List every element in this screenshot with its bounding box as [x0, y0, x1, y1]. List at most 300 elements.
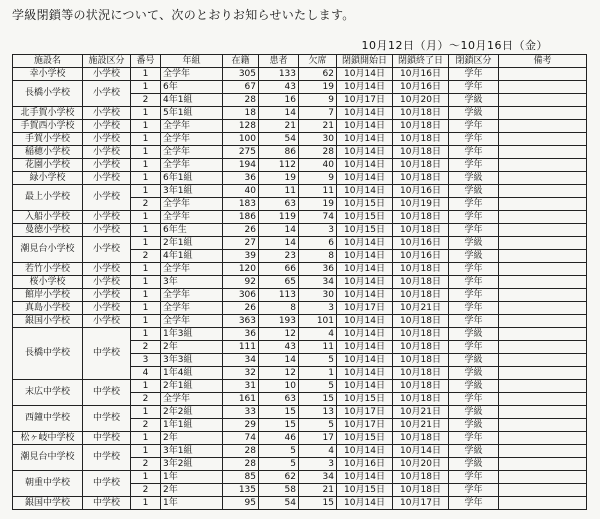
number-cell: 3 [131, 354, 161, 367]
table-row [13, 432, 587, 445]
patients-cell: 5 [259, 458, 299, 471]
closure-type-cell: 学級 [449, 380, 499, 393]
facility-name-cell: 入船小学校 [13, 211, 83, 224]
closure-type-cell: 学年 [449, 393, 499, 406]
number-cell: 1 [131, 276, 161, 289]
facility-name-cell: 手賀小学校 [13, 133, 83, 146]
start-date-cell: 10月14日 [337, 328, 393, 341]
patients-cell: 86 [259, 146, 299, 159]
facility-name-cell: 若竹小学校 [13, 263, 83, 276]
end-date-cell: 10月18日 [393, 172, 449, 185]
remarks-cell [499, 250, 587, 263]
end-date-cell: 10月16日 [393, 185, 449, 198]
table-row [13, 497, 587, 510]
facility-category-cell: 小学校 [83, 289, 131, 302]
enrolled-cell: 363 [223, 315, 259, 328]
start-date-cell: 10月14日 [337, 81, 393, 94]
closure-type-cell: 学年 [449, 432, 499, 445]
remarks-cell [499, 133, 587, 146]
table-row [13, 445, 587, 458]
absent-cell: 15 [299, 497, 337, 510]
grade-class-cell: 全学年 [161, 133, 223, 146]
remarks-cell [499, 120, 587, 133]
number-cell: 2 [131, 198, 161, 211]
facility-category-cell: 小学校 [83, 107, 131, 120]
start-date-cell: 10月14日 [337, 146, 393, 159]
facility-name-cell: 銀国小学校 [13, 315, 83, 328]
remarks-cell [499, 406, 587, 419]
absent-cell: 7 [299, 107, 337, 120]
start-date-cell: 10月14日 [337, 367, 393, 380]
patients-cell: 58 [259, 484, 299, 497]
remarks-cell [499, 185, 587, 198]
remarks-cell [499, 354, 587, 367]
number-cell: 2 [131, 484, 161, 497]
number-cell: 2 [131, 393, 161, 406]
patients-cell: 119 [259, 211, 299, 224]
absent-cell: 3 [299, 302, 337, 315]
facility-category-cell: 中学校 [83, 406, 131, 432]
absent-cell: 13 [299, 406, 337, 419]
enrolled-cell: 92 [223, 276, 259, 289]
facility-category-cell: 小学校 [83, 185, 131, 211]
enrolled-cell: 40 [223, 185, 259, 198]
patients-cell: 46 [259, 432, 299, 445]
facility-category-cell: 中学校 [83, 432, 131, 445]
grade-class-cell: 全学年 [161, 146, 223, 159]
closure-type-cell: 学級 [449, 172, 499, 185]
start-date-cell: 10月14日 [337, 341, 393, 354]
number-cell: 2 [131, 250, 161, 263]
start-date-cell: 10月15日 [337, 484, 393, 497]
absent-cell: 28 [299, 146, 337, 159]
end-date-cell: 10月16日 [393, 250, 449, 263]
absent-cell: 3 [299, 224, 337, 237]
table-row [13, 107, 587, 120]
closure-type-cell: 学年 [449, 120, 499, 133]
header-enrolled: 在籍 [223, 55, 259, 68]
facility-category-cell: 中学校 [83, 471, 131, 497]
absent-cell: 30 [299, 289, 337, 302]
facility-name-cell: 手賀西小学校 [13, 120, 83, 133]
facility-category-cell: 小学校 [83, 133, 131, 146]
patients-cell: 14 [259, 237, 299, 250]
facility-name-cell: 緑小学校 [13, 172, 83, 185]
closure-type-cell: 学級 [449, 107, 499, 120]
grade-class-cell: 3年3組 [161, 354, 223, 367]
end-date-cell: 10月14日 [393, 445, 449, 458]
table-body [13, 68, 587, 510]
header-facility: 施設名 [13, 55, 83, 68]
absent-cell: 6 [299, 237, 337, 250]
enrolled-cell: 36 [223, 172, 259, 185]
remarks-cell [499, 237, 587, 250]
closure-type-cell: 学年 [449, 497, 499, 510]
closure-type-cell: 学級 [449, 94, 499, 107]
remarks-cell [499, 393, 587, 406]
patients-cell: 10 [259, 380, 299, 393]
end-date-cell: 10月18日 [393, 471, 449, 484]
closure-type-cell: 学年 [449, 315, 499, 328]
patients-cell: 43 [259, 81, 299, 94]
enrolled-cell: 74 [223, 432, 259, 445]
end-date-cell: 10月16日 [393, 81, 449, 94]
grade-class-cell: 3年1組 [161, 445, 223, 458]
facility-category-cell: 小学校 [83, 211, 131, 224]
enrolled-cell: 28 [223, 458, 259, 471]
table-row [13, 185, 587, 198]
patients-cell: 63 [259, 198, 299, 211]
remarks-cell [499, 172, 587, 185]
closure-type-cell: 学年 [449, 198, 499, 211]
grade-class-cell: 全学年 [161, 120, 223, 133]
start-date-cell: 10月14日 [337, 107, 393, 120]
patients-cell: 12 [259, 367, 299, 380]
end-date-cell: 10月21日 [393, 406, 449, 419]
grade-class-cell: 2年 [161, 484, 223, 497]
facility-category-cell: 中学校 [83, 328, 131, 380]
end-date-cell: 10月18日 [393, 367, 449, 380]
number-cell: 1 [131, 445, 161, 458]
table-row [13, 315, 587, 328]
absent-cell: 21 [299, 484, 337, 497]
closure-type-cell: 学年 [449, 289, 499, 302]
enrolled-cell: 32 [223, 367, 259, 380]
patients-cell: 14 [259, 107, 299, 120]
remarks-cell [499, 484, 587, 497]
grade-class-cell: 6年 [161, 81, 223, 94]
absent-cell: 4 [299, 445, 337, 458]
number-cell: 1 [131, 406, 161, 419]
number-cell: 1 [131, 471, 161, 484]
absent-cell: 9 [299, 172, 337, 185]
closure-type-cell: 学年 [449, 81, 499, 94]
end-date-cell: 10月17日 [393, 497, 449, 510]
end-date-cell: 10月18日 [393, 484, 449, 497]
closure-type-cell: 学級 [449, 445, 499, 458]
patients-cell: 21 [259, 120, 299, 133]
table-row [13, 302, 587, 315]
table-row [13, 471, 587, 484]
patients-cell: 113 [259, 289, 299, 302]
enrolled-cell: 31 [223, 380, 259, 393]
table-row [13, 146, 587, 159]
enrolled-cell: 39 [223, 250, 259, 263]
closure-table [12, 54, 587, 510]
start-date-cell: 10月16日 [337, 458, 393, 471]
facility-category-cell: 小学校 [83, 172, 131, 185]
grade-class-cell: 3年1組 [161, 185, 223, 198]
enrolled-cell: 161 [223, 393, 259, 406]
remarks-cell [499, 497, 587, 510]
remarks-cell [499, 419, 587, 432]
grade-class-cell: 4年1組 [161, 94, 223, 107]
patients-cell: 11 [259, 185, 299, 198]
number-cell: 1 [131, 81, 161, 94]
patients-cell: 16 [259, 94, 299, 107]
facility-name-cell: 末広中学校 [13, 380, 83, 406]
grade-class-cell: 2年1組 [161, 380, 223, 393]
absent-cell: 74 [299, 211, 337, 224]
facility-name-cell: 曼徳小学校 [13, 224, 83, 237]
start-date-cell: 10月15日 [337, 393, 393, 406]
facility-category-cell: 中学校 [83, 445, 131, 471]
remarks-cell [499, 315, 587, 328]
table-row [13, 172, 587, 185]
start-date-cell: 10月17日 [337, 94, 393, 107]
absent-cell: 34 [299, 471, 337, 484]
grade-class-cell: 2年1組 [161, 237, 223, 250]
closure-type-cell: 学年 [449, 276, 499, 289]
end-date-cell: 10月19日 [393, 198, 449, 211]
end-date-cell: 10月21日 [393, 302, 449, 315]
header-closure-type: 閉鎖区分 [449, 55, 499, 68]
patients-cell: 15 [259, 406, 299, 419]
number-cell: 2 [131, 419, 161, 432]
closure-type-cell: 学年 [449, 211, 499, 224]
start-date-cell: 10月14日 [337, 380, 393, 393]
grade-class-cell: 全学年 [161, 159, 223, 172]
number-cell: 1 [131, 159, 161, 172]
absent-cell: 11 [299, 185, 337, 198]
absent-cell: 19 [299, 198, 337, 211]
closure-type-cell: 学年 [449, 133, 499, 146]
start-date-cell: 10月14日 [337, 497, 393, 510]
facility-name-cell: 北手賀小学校 [13, 107, 83, 120]
number-cell: 1 [131, 172, 161, 185]
end-date-cell: 10月16日 [393, 68, 449, 81]
remarks-cell [499, 198, 587, 211]
absent-cell: 36 [299, 263, 337, 276]
end-date-cell: 10月20日 [393, 458, 449, 471]
number-cell: 1 [131, 224, 161, 237]
header-remarks: 備考 [499, 55, 587, 68]
enrolled-cell: 67 [223, 81, 259, 94]
number-cell: 1 [131, 328, 161, 341]
facility-name-cell: 花園小学校 [13, 159, 83, 172]
header-grade-class: 年組 [161, 55, 223, 68]
end-date-cell: 10月21日 [393, 419, 449, 432]
start-date-cell: 10月15日 [337, 198, 393, 211]
start-date-cell: 10月14日 [337, 276, 393, 289]
number-cell: 2 [131, 94, 161, 107]
remarks-cell [499, 146, 587, 159]
end-date-cell: 10月18日 [393, 159, 449, 172]
grade-class-cell: 2年2組 [161, 406, 223, 419]
absent-cell: 5 [299, 354, 337, 367]
start-date-cell: 10月14日 [337, 237, 393, 250]
facility-category-cell: 小学校 [83, 68, 131, 81]
start-date-cell: 10月14日 [337, 159, 393, 172]
number-cell: 1 [131, 315, 161, 328]
facility-category-cell: 小学校 [83, 315, 131, 328]
header-category: 施設区分 [83, 55, 131, 68]
start-date-cell: 10月14日 [337, 68, 393, 81]
table-row [13, 289, 587, 302]
patients-cell: 63 [259, 393, 299, 406]
header-number: 番号 [131, 55, 161, 68]
start-date-cell: 10月14日 [337, 263, 393, 276]
end-date-cell: 10月18日 [393, 120, 449, 133]
facility-name-cell: 潮見台小学校 [13, 237, 83, 263]
absent-cell: 15 [299, 393, 337, 406]
remarks-cell [499, 107, 587, 120]
grade-class-cell: 全学年 [161, 211, 223, 224]
facility-name-cell: 最上小学校 [13, 185, 83, 211]
facility-name-cell: 幸小学校 [13, 68, 83, 81]
enrolled-cell: 34 [223, 354, 259, 367]
facility-category-cell: 小学校 [83, 276, 131, 289]
grade-class-cell: 全学年 [161, 302, 223, 315]
table-row [13, 211, 587, 224]
report-period: 10月12日（月）～10月16日（金） [361, 39, 548, 52]
remarks-cell [499, 263, 587, 276]
number-cell: 1 [131, 380, 161, 393]
enrolled-cell: 275 [223, 146, 259, 159]
remarks-cell [499, 341, 587, 354]
facility-category-cell: 小学校 [83, 237, 131, 263]
remarks-cell [499, 302, 587, 315]
closure-type-cell: 学級 [449, 458, 499, 471]
end-date-cell: 10月18日 [393, 211, 449, 224]
closure-type-cell: 学年 [449, 159, 499, 172]
enrolled-cell: 26 [223, 224, 259, 237]
patients-cell: 65 [259, 276, 299, 289]
remarks-cell [499, 328, 587, 341]
table-row [13, 224, 587, 237]
grade-class-cell: 全学年 [161, 393, 223, 406]
end-date-cell: 10月18日 [393, 133, 449, 146]
remarks-cell [499, 224, 587, 237]
closure-type-cell: 学年 [449, 484, 499, 497]
table-row [13, 263, 587, 276]
grade-class-cell: 全学年 [161, 289, 223, 302]
closure-type-cell: 学級 [449, 237, 499, 250]
patients-cell: 112 [259, 159, 299, 172]
header-end-date: 閉鎖終了日 [393, 55, 449, 68]
end-date-cell: 10月18日 [393, 107, 449, 120]
facility-category-cell: 小学校 [83, 263, 131, 276]
absent-cell: 4 [299, 328, 337, 341]
number-cell: 1 [131, 185, 161, 198]
closure-type-cell: 学級 [449, 250, 499, 263]
patients-cell: 14 [259, 354, 299, 367]
closure-type-cell: 学年 [449, 471, 499, 484]
number-cell: 1 [131, 107, 161, 120]
grade-class-cell: 5年1組 [161, 107, 223, 120]
table-row [13, 276, 587, 289]
enrolled-cell: 33 [223, 406, 259, 419]
end-date-cell: 10月18日 [393, 380, 449, 393]
end-date-cell: 10月18日 [393, 328, 449, 341]
table-row [13, 68, 587, 81]
enrolled-cell: 36 [223, 328, 259, 341]
patients-cell: 54 [259, 497, 299, 510]
table-row [13, 159, 587, 172]
number-cell: 1 [131, 133, 161, 146]
closure-type-cell: 学年 [449, 68, 499, 81]
absent-cell: 5 [299, 419, 337, 432]
facility-category-cell: 中学校 [83, 497, 131, 510]
start-date-cell: 10月17日 [337, 406, 393, 419]
grade-class-cell: 全学年 [161, 198, 223, 211]
end-date-cell: 10月18日 [393, 354, 449, 367]
report-heading: 学級閉鎖等の状況について、次のとおりお知らせいたします。 [12, 8, 355, 22]
remarks-cell [499, 159, 587, 172]
grade-class-cell: 4年1組 [161, 250, 223, 263]
start-date-cell: 10月14日 [337, 289, 393, 302]
absent-cell: 62 [299, 68, 337, 81]
end-date-cell: 10月18日 [393, 276, 449, 289]
grade-class-cell: 1年4組 [161, 367, 223, 380]
grade-class-cell: 6年1組 [161, 172, 223, 185]
start-date-cell: 10月15日 [337, 224, 393, 237]
closure-type-cell: 学級 [449, 354, 499, 367]
patients-cell: 12 [259, 328, 299, 341]
end-date-cell: 10月18日 [393, 224, 449, 237]
enrolled-cell: 194 [223, 159, 259, 172]
patients-cell: 8 [259, 302, 299, 315]
patients-cell: 133 [259, 68, 299, 81]
start-date-cell: 10月15日 [337, 211, 393, 224]
table-header-row [13, 55, 587, 68]
enrolled-cell: 120 [223, 263, 259, 276]
table-row [13, 133, 587, 146]
facility-name-cell: 銀国中学校 [13, 497, 83, 510]
facility-category-cell: 小学校 [83, 120, 131, 133]
remarks-cell [499, 94, 587, 107]
number-cell: 1 [131, 237, 161, 250]
patients-cell: 43 [259, 341, 299, 354]
start-date-cell: 10月14日 [337, 445, 393, 458]
grade-class-cell: 2年 [161, 432, 223, 445]
absent-cell: 8 [299, 250, 337, 263]
table-row [13, 328, 587, 341]
patients-cell: 66 [259, 263, 299, 276]
closure-type-cell: 学級 [449, 328, 499, 341]
grade-class-cell: 1年 [161, 471, 223, 484]
start-date-cell: 10月14日 [337, 315, 393, 328]
table-row [13, 380, 587, 393]
grade-class-cell: 3年 [161, 276, 223, 289]
start-date-cell: 10月14日 [337, 172, 393, 185]
table-row [13, 120, 587, 133]
remarks-cell [499, 211, 587, 224]
absent-cell: 17 [299, 432, 337, 445]
absent-cell: 40 [299, 159, 337, 172]
facility-name-cell: 桜小学校 [13, 276, 83, 289]
header-absent: 欠席 [299, 55, 337, 68]
grade-class-cell: 2年 [161, 341, 223, 354]
end-date-cell: 10月18日 [393, 432, 449, 445]
number-cell: 2 [131, 458, 161, 471]
grade-class-cell: 全学年 [161, 263, 223, 276]
enrolled-cell: 26 [223, 302, 259, 315]
closure-type-cell: 学年 [449, 224, 499, 237]
start-date-cell: 10月17日 [337, 419, 393, 432]
enrolled-cell: 305 [223, 68, 259, 81]
start-date-cell: 10月14日 [337, 354, 393, 367]
number-cell: 1 [131, 146, 161, 159]
enrolled-cell: 27 [223, 237, 259, 250]
number-cell: 1 [131, 289, 161, 302]
closure-type-cell: 学級 [449, 406, 499, 419]
grade-class-cell: 全学年 [161, 68, 223, 81]
grade-class-cell: 6年生 [161, 224, 223, 237]
closure-type-cell: 学級 [449, 419, 499, 432]
facility-name-cell: 長橋小学校 [13, 81, 83, 107]
facility-name-cell: 西鐘中学校 [13, 406, 83, 432]
